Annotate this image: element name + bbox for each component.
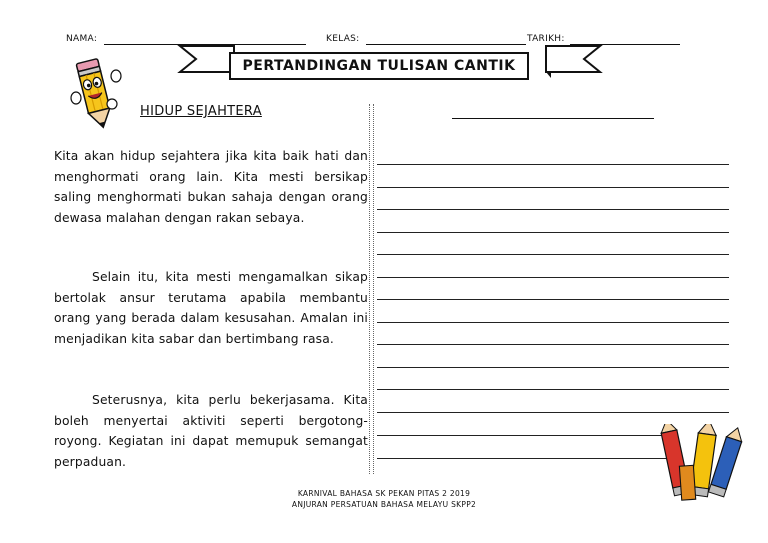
writing-line[interactable]: [377, 367, 729, 368]
writing-line[interactable]: [377, 412, 729, 413]
pencil-mascot-icon: [68, 54, 124, 132]
footer-line-1: KARNIVAL BAHASA SK PEKAN PITAS 2 2019: [297, 489, 471, 498]
writing-line[interactable]: [377, 389, 729, 390]
passage-title: HIDUP SEJAHTERA: [140, 104, 262, 119]
writing-line[interactable]: [377, 164, 729, 165]
paragraph-1: Kita akan hidup sejahtera jika kita baik hati dan menghormati orang lain. Kita mesti bersikap saling menghormati bukan sahaja dengan orang dewasa malahan dengan rakan sebaya.: [54, 149, 368, 225]
writing-line[interactable]: [377, 299, 729, 300]
banner-title: PERTANDINGAN TULISAN CANTIK: [229, 52, 529, 80]
paragraph-3: Seterusnya, kita perlu bekerjasama. Kita boleh menyertai aktiviti seperti bergotong-royong. Kegiatan ini dapat memupuk semangat perpaduan.: [54, 393, 368, 469]
writing-line[interactable]: [377, 435, 669, 436]
writing-line[interactable]: [377, 254, 729, 255]
writing-line[interactable]: [377, 458, 669, 459]
date-label: TARIKH:: [527, 34, 565, 44]
paragraph-2: Selain itu, kita mesti mengamalkan sikap bertolak ansur terutama apabila membantu orang yang berada dalam kesusahan. Amalan ini menjadikan kita sabar dan bertimbang rasa.: [54, 270, 368, 346]
column-divider: [369, 104, 374, 474]
class-label: KELAS:: [326, 34, 360, 44]
writing-line[interactable]: [377, 277, 729, 278]
writing-line[interactable]: [377, 344, 729, 345]
writing-line[interactable]: [377, 232, 729, 233]
writing-line[interactable]: [377, 209, 729, 210]
name-label: NAMA:: [66, 34, 98, 44]
writing-line[interactable]: [377, 322, 729, 323]
writing-title-line[interactable]: [452, 118, 654, 119]
footer-line-2: ANJURAN PERSATUAN BAHASA MELAYU SKPP2: [291, 500, 477, 509]
writing-line[interactable]: [377, 187, 729, 188]
